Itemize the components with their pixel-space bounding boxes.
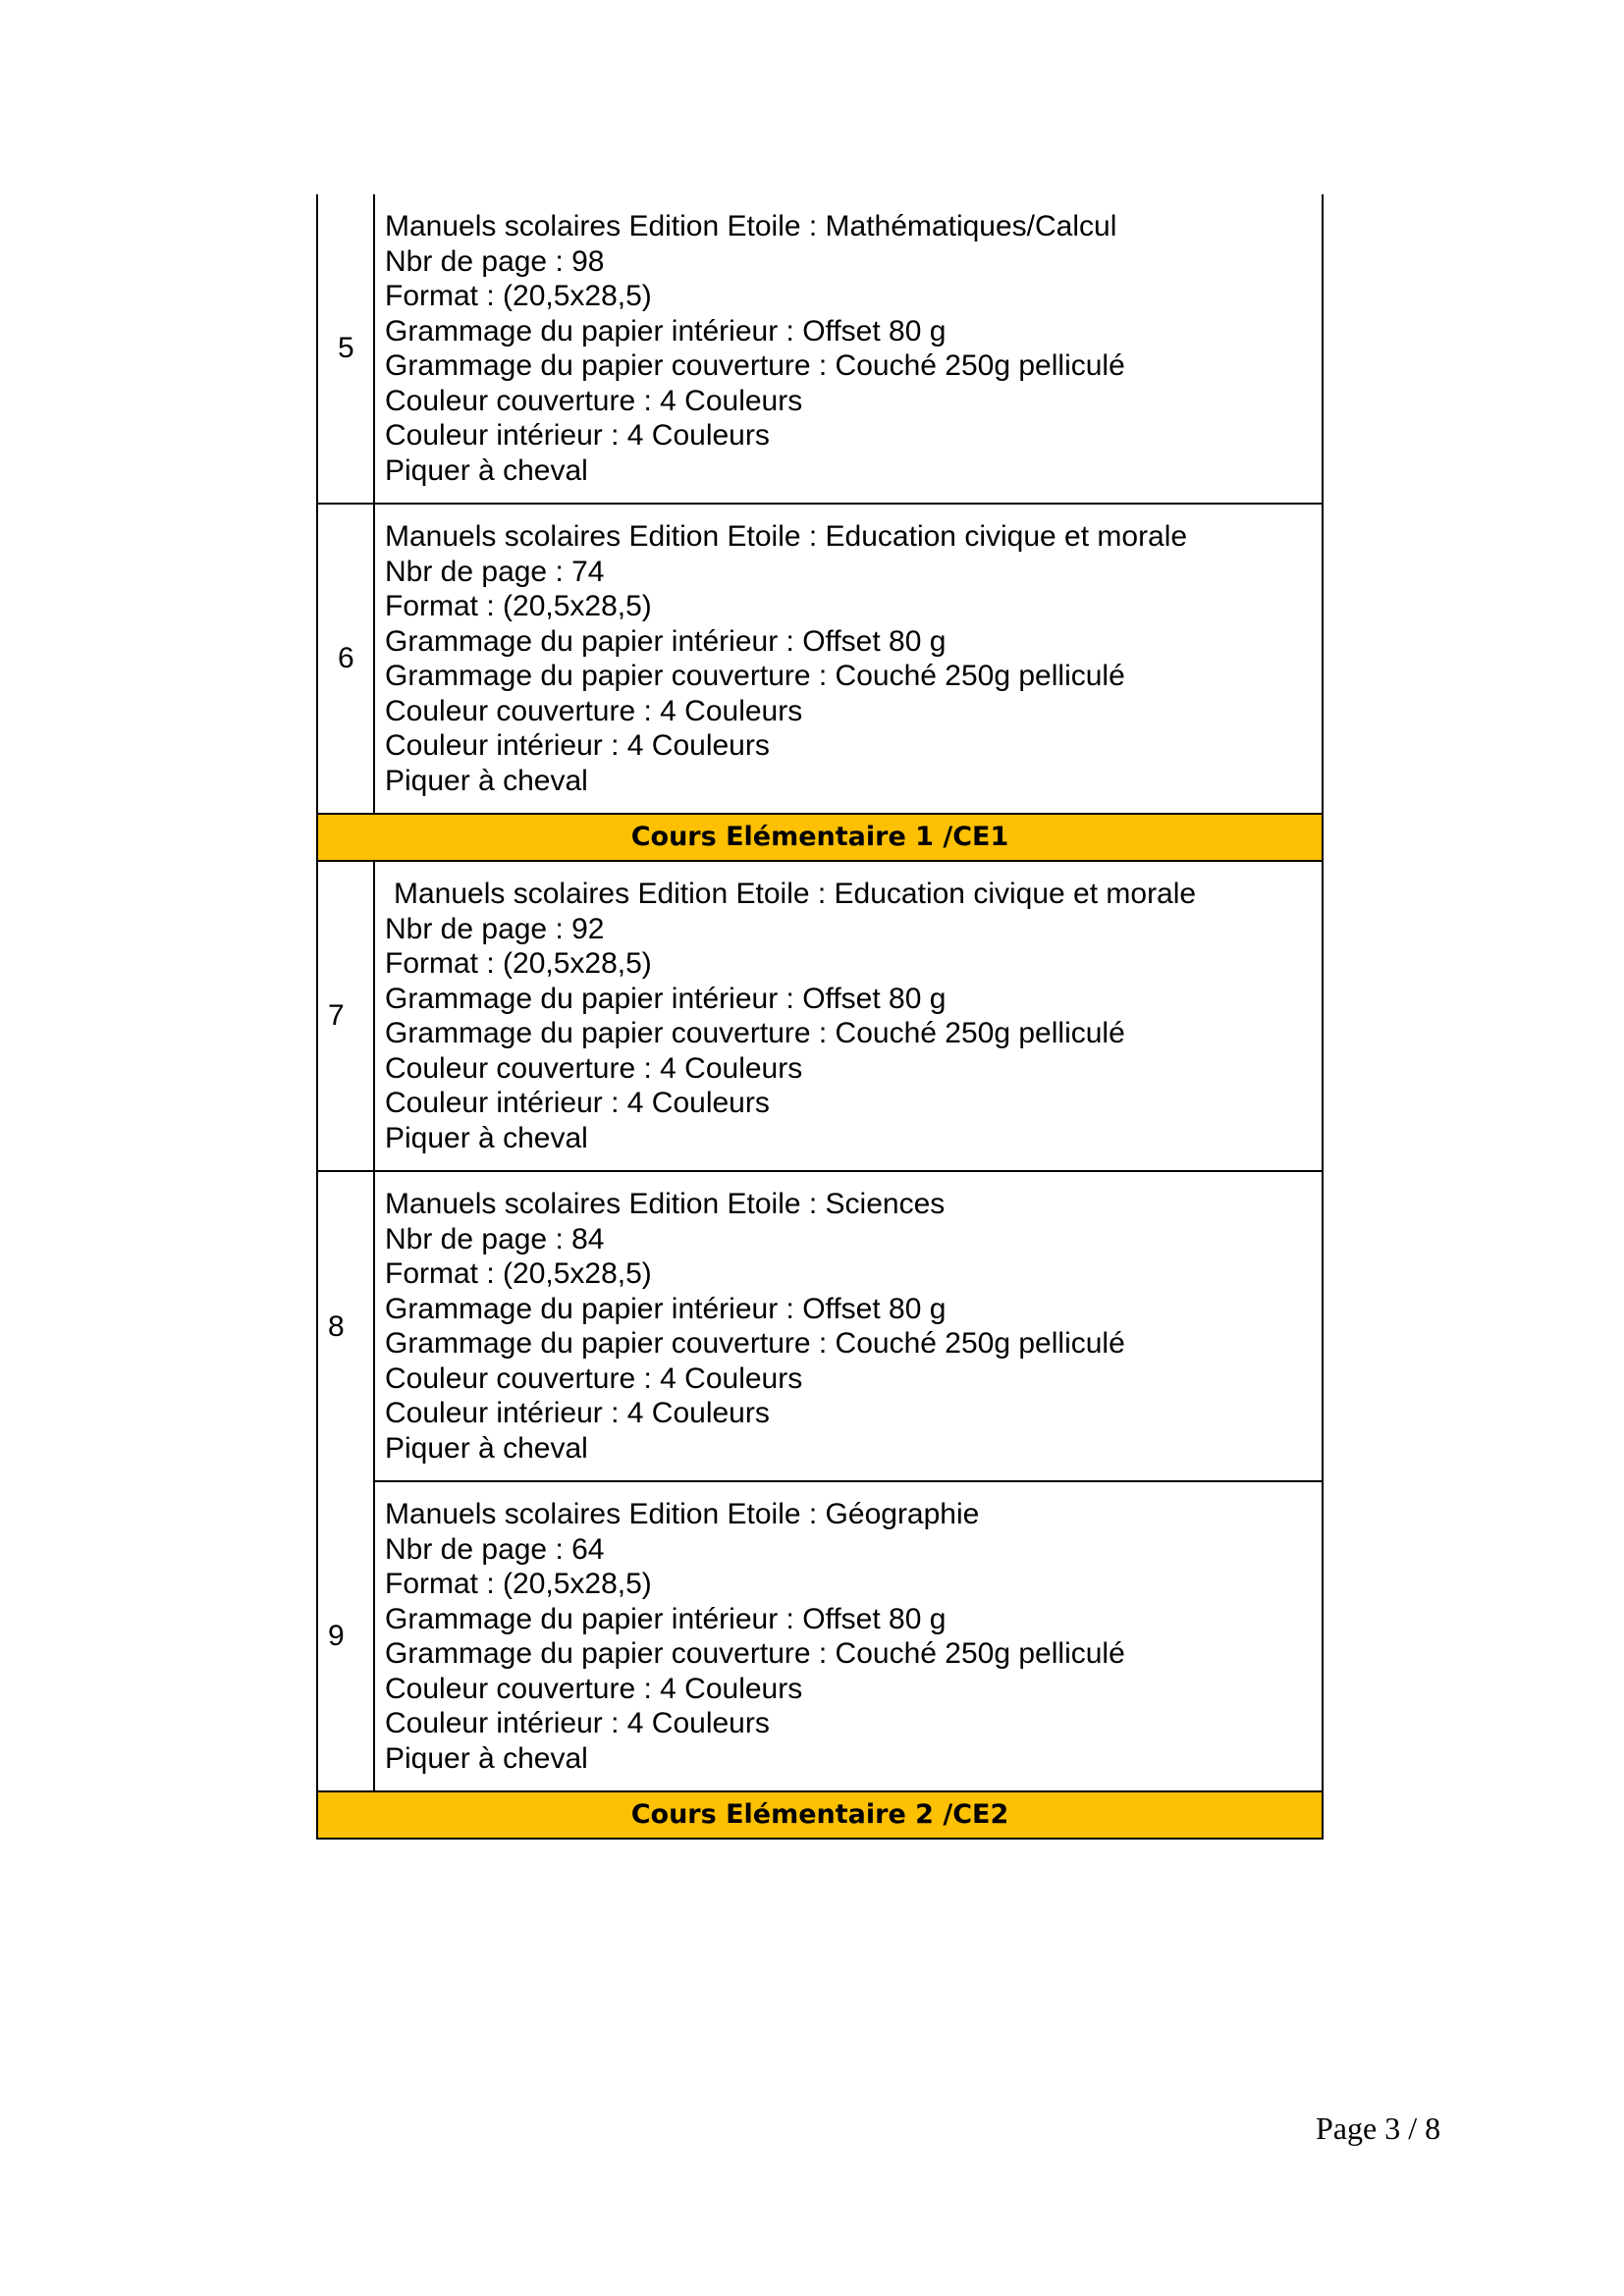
- specifications-table: [316, 194, 1324, 1840]
- item-format: Format : (20,5x28,5): [385, 947, 652, 980]
- item-page-count: Nbr de page : 84: [385, 1222, 605, 1255]
- table-row: [317, 1481, 1323, 1791]
- item-cover-color: Couleur couverture : 4 Couleurs: [385, 1672, 803, 1705]
- item-format: Format : (20,5x28,5): [385, 590, 652, 622]
- item-cover-color: Couleur couverture : 4 Couleurs: [385, 1051, 803, 1085]
- item-inner-paper: Grammage du papier intérieur : Offset 80 g: [385, 1292, 947, 1325]
- item-inner-color: Couleur intérieur : 4 Couleurs: [385, 1707, 770, 1739]
- item-cover-paper: Grammage du papier couverture : Couché 250g pelliculé: [385, 660, 1125, 692]
- item-cover-color: Couleur couverture : 4 Couleurs: [385, 694, 803, 727]
- item-cover-paper: Grammage du papier couverture : Couché 250g pelliculé: [385, 1637, 1125, 1670]
- item-title: Manuels scolaires Edition Etoile : Sciences: [385, 1188, 946, 1220]
- item-inner-color: Couleur intérieur : 4 Couleurs: [385, 1397, 770, 1429]
- section-header: Cours Elémentaire 1 /CE1: [317, 814, 1323, 861]
- item-description: [374, 504, 1323, 814]
- item-number: 6: [317, 504, 374, 814]
- item-inner-color: Couleur intérieur : 4 Couleurs: [385, 729, 770, 762]
- item-description: [374, 861, 1323, 1171]
- section-header-row: [317, 814, 1323, 861]
- item-inner-paper: Grammage du papier intérieur : Offset 80 g: [385, 624, 947, 658]
- item-number: 9: [317, 1481, 374, 1791]
- item-cover-color: Couleur couverture : 4 Couleurs: [385, 384, 803, 417]
- item-cover-paper: Grammage du papier couverture : Couché 250g pelliculé: [385, 1327, 1125, 1360]
- item-title: Manuels scolaires Edition Etoile : Mathématiques/Calcul: [385, 210, 1117, 242]
- table-row: [317, 504, 1323, 814]
- item-binding: Piquer à cheval: [385, 454, 588, 487]
- item-page-count: Nbr de page : 74: [385, 555, 605, 588]
- item-inner-paper: Grammage du papier intérieur : Offset 80 g: [385, 314, 947, 347]
- table-row: [317, 194, 1323, 504]
- item-number: 8: [317, 1171, 374, 1481]
- page-number: Page 3 / 8: [1316, 2110, 1441, 2146]
- item-page-count: Nbr de page : 64: [385, 1532, 605, 1566]
- item-inner-color: Couleur intérieur : 4 Couleurs: [385, 419, 770, 452]
- item-format: Format : (20,5x28,5): [385, 1568, 652, 1600]
- item-format: Format : (20,5x28,5): [385, 280, 652, 312]
- item-binding: Piquer à cheval: [385, 1741, 588, 1775]
- item-cover-paper: Grammage du papier couverture : Couché 250g pelliculé: [385, 349, 1125, 382]
- item-inner-paper: Grammage du papier intérieur : Offset 80 g: [385, 1602, 947, 1635]
- section-header: Cours Elémentaire 2 /CE2: [317, 1791, 1323, 1839]
- table-row: [317, 861, 1323, 1171]
- item-binding: Piquer à cheval: [385, 764, 588, 797]
- table-row: [317, 1171, 1323, 1481]
- item-number: 7: [317, 861, 374, 1171]
- item-number: 5: [317, 194, 374, 504]
- item-description: [374, 1481, 1323, 1791]
- item-inner-paper: Grammage du papier intérieur : Offset 80 g: [385, 982, 947, 1015]
- item-format: Format : (20,5x28,5): [385, 1257, 652, 1290]
- item-binding: Piquer à cheval: [385, 1121, 588, 1154]
- section-header-row: [317, 1791, 1323, 1839]
- item-page-count: Nbr de page : 92: [385, 912, 605, 945]
- specifications-table-container: [316, 194, 1322, 1840]
- item-inner-color: Couleur intérieur : 4 Couleurs: [385, 1087, 770, 1119]
- item-title: Manuels scolaires Edition Etoile : Education civique et morale: [385, 520, 1188, 553]
- item-description: [374, 194, 1323, 504]
- item-page-count: Nbr de page : 98: [385, 244, 605, 278]
- item-title: Manuels scolaires Edition Etoile : Education civique et morale: [394, 878, 1197, 910]
- item-cover-paper: Grammage du papier couverture : Couché 250g pelliculé: [385, 1017, 1125, 1049]
- item-cover-color: Couleur couverture : 4 Couleurs: [385, 1362, 803, 1395]
- item-title: Manuels scolaires Edition Etoile : Géographie: [385, 1498, 980, 1530]
- item-binding: Piquer à cheval: [385, 1431, 588, 1465]
- item-description: [374, 1171, 1323, 1481]
